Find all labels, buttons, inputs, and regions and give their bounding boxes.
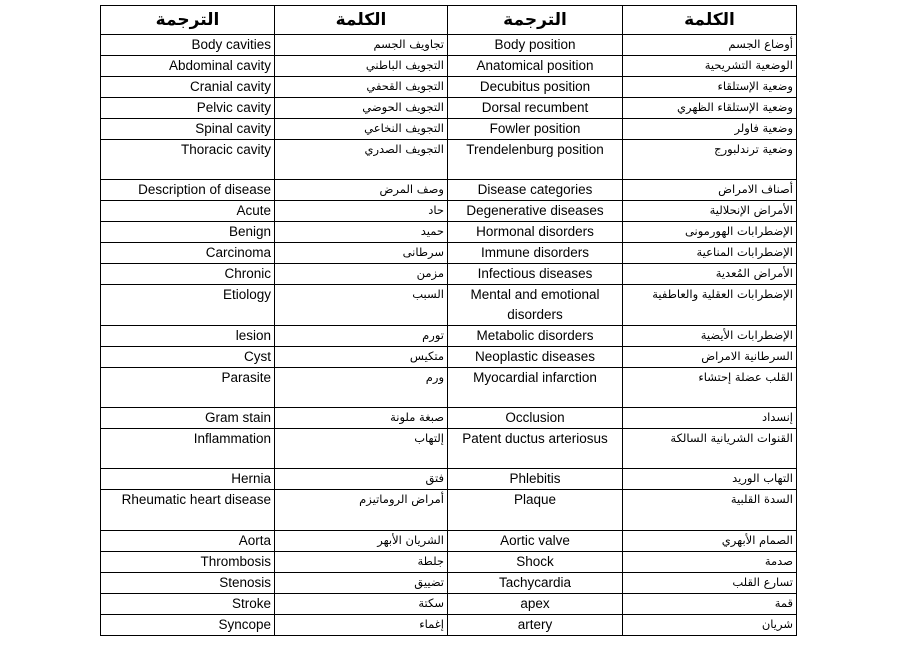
arabic-term-cell: الإضطرابات العقلية والعاطفية [623,285,797,326]
table-row [101,408,797,429]
translation-cell: Mental and emotional disorders [448,285,623,326]
arabic-term-cell: أمراض الروماتيزم [275,490,448,531]
arabic-term-cell: التجويف النخاعي [275,119,448,140]
table-row [101,326,797,347]
arabic-term-cell: الوضعية التشريحية [623,56,797,77]
arabic-term-cell: وضعية فاولر [623,119,797,140]
table-row [101,552,797,573]
arabic-term-cell: أصناف الامراض [623,180,797,201]
arabic-term-cell: تسارع القلب [623,573,797,594]
translation-cell: Spinal cavity [101,119,275,140]
arabic-term-cell: السرطانية الامراض [623,347,797,368]
table-row [101,243,797,264]
arabic-term-cell: صبغة ملونة [275,408,448,429]
translation-cell: Phlebitis [448,469,623,490]
arabic-term-cell: سكتة [275,594,448,615]
arabic-term-cell: أوضاع الجسم [623,35,797,56]
arabic-term-cell: إغماء [275,615,448,636]
translation-cell: Syncope [101,615,275,636]
translation-cell: Immune disorders [448,243,623,264]
table-row [101,180,797,201]
table-row [101,77,797,98]
table-row [101,98,797,119]
translation-cell: Acute [101,201,275,222]
table-row [101,429,797,469]
translation-cell: Trendelenburg position [448,140,623,180]
arabic-term-cell: حاد [275,201,448,222]
table-row [101,140,797,180]
translation-cell: Body cavities [101,35,275,56]
glossary-table [100,5,797,636]
arabic-term-cell: الشريان الأبهر [275,531,448,552]
header-translation-1: الترجمة [101,6,275,35]
arabic-term-cell: مزمن [275,264,448,285]
arabic-term-cell: جلطة [275,552,448,573]
arabic-term-cell: وضعية الإستلقاء [623,77,797,98]
translation-cell: Abdominal cavity [101,56,275,77]
translation-cell: Myocardial infarction [448,368,623,408]
arabic-term-cell: وضعية ترندلبورج [623,140,797,180]
arabic-term-cell: تضييق [275,573,448,594]
table-row [101,368,797,408]
table-row [101,285,797,326]
translation-cell: Fowler position [448,119,623,140]
arabic-term-cell: الإضطرابات المناعية [623,243,797,264]
translation-cell: Stenosis [101,573,275,594]
glossary-body [101,35,797,636]
table-row [101,573,797,594]
header-row [101,6,797,35]
arabic-term-cell: حميد [275,222,448,243]
table-row [101,594,797,615]
header-word-1: الكلمة [275,6,448,35]
translation-cell: Inflammation [101,429,275,469]
arabic-term-cell: فتق [275,469,448,490]
translation-cell: Aorta [101,531,275,552]
table-row [101,201,797,222]
arabic-term-cell: التجويف الباطني [275,56,448,77]
translation-cell: Patent ductus arteriosus [448,429,623,469]
arabic-term-cell: القلب عضلة إحتشاء [623,368,797,408]
table-row [101,119,797,140]
table-row [101,264,797,285]
arabic-term-cell: الإضطرابات الأيضية [623,326,797,347]
arabic-term-cell: شريان [623,615,797,636]
arabic-term-cell: وضعية الإستلقاء الظهري [623,98,797,119]
translation-cell: Infectious diseases [448,264,623,285]
arabic-term-cell: ورم [275,368,448,408]
translation-cell: Anatomical position [448,56,623,77]
translation-cell: Metabolic disorders [448,326,623,347]
translation-cell: Cranial cavity [101,77,275,98]
table-row [101,56,797,77]
translation-cell: Parasite [101,368,275,408]
translation-cell: Pelvic cavity [101,98,275,119]
translation-cell: Gram stain [101,408,275,429]
arabic-term-cell: الصمام الأبهري [623,531,797,552]
table-row [101,222,797,243]
translation-cell: Tachycardia [448,573,623,594]
translation-cell: Cyst [101,347,275,368]
translation-cell: artery [448,615,623,636]
translation-cell: Body position [448,35,623,56]
translation-cell: Thoracic cavity [101,140,275,180]
arabic-term-cell: التجويف الحوضي [275,98,448,119]
table-row [101,469,797,490]
arabic-term-cell: السبب [275,285,448,326]
translation-cell: Degenerative diseases [448,201,623,222]
translation-cell: Aortic valve [448,531,623,552]
table-row [101,347,797,368]
translation-cell: Plaque [448,490,623,531]
translation-cell: Rheumatic heart disease [101,490,275,531]
translation-cell: Occlusion [448,408,623,429]
translation-cell: Stroke [101,594,275,615]
arabic-term-cell: تجاويف الجسم [275,35,448,56]
translation-cell: lesion [101,326,275,347]
header-word-2: الكلمة [623,6,797,35]
arabic-term-cell: الأمراض المُعدية [623,264,797,285]
arabic-term-cell: إلتهاب [275,429,448,469]
arabic-term-cell: التجويف الصدري [275,140,448,180]
translation-cell: Etiology [101,285,275,326]
table-row [101,615,797,636]
arabic-term-cell: صدمة [623,552,797,573]
translation-cell: Shock [448,552,623,573]
translation-cell: Hernia [101,469,275,490]
translation-cell: Disease categories [448,180,623,201]
translation-cell: Description of disease [101,180,275,201]
translation-cell: Dorsal recumbent [448,98,623,119]
arabic-term-cell: سرطانى [275,243,448,264]
header-translation-2: الترجمة [448,6,623,35]
table-row [101,490,797,531]
arabic-term-cell: قمة [623,594,797,615]
arabic-term-cell: السدة القلبية [623,490,797,531]
arabic-term-cell: الأمراض الإنحلالية [623,201,797,222]
translation-cell: Thrombosis [101,552,275,573]
arabic-term-cell: التجويف القحفي [275,77,448,98]
arabic-term-cell: الإضطرابات الهورمونى [623,222,797,243]
arabic-term-cell: إنسداد [623,408,797,429]
translation-cell: Neoplastic diseases [448,347,623,368]
translation-cell: Chronic [101,264,275,285]
translation-cell: Benign [101,222,275,243]
arabic-term-cell: وصف المرض [275,180,448,201]
translation-cell: Carcinoma [101,243,275,264]
translation-cell: apex [448,594,623,615]
arabic-term-cell: متكيس [275,347,448,368]
table-row [101,531,797,552]
arabic-term-cell: القنوات الشريانية السالكة [623,429,797,469]
table-row [101,35,797,56]
arabic-term-cell: التهاب الوريد [623,469,797,490]
translation-cell: Hormonal disorders [448,222,623,243]
translation-cell: Decubitus position [448,77,623,98]
arabic-term-cell: تورم [275,326,448,347]
